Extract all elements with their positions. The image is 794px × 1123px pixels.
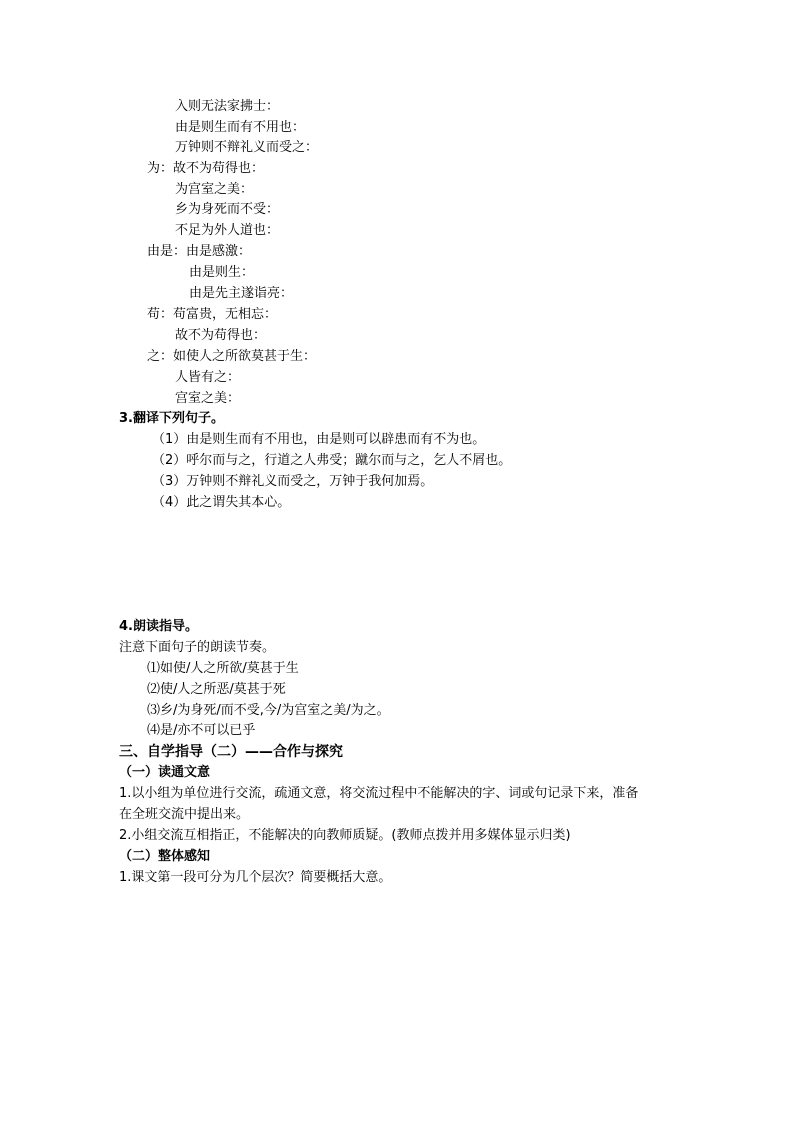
part1-heading: （一）读通文意 — [119, 765, 211, 780]
vocab-er-item-2: 由是则生而有不用也： — [175, 120, 306, 135]
reading-item-3: ⑶乡/为身死/而不受,今/为宫室之美/为之。 — [147, 703, 390, 718]
vocab-youshi-first: 由是感激： — [186, 244, 252, 259]
vocab-youshi-item-2: 由是先主遂诣亮： — [189, 286, 294, 301]
translate-item-2: （2）呼尔而与之，行道之人弗受；蹴尔而与之，乞人不屑也。 — [152, 453, 512, 468]
reading-intro: 注意下面句子的朗读节奏。 — [119, 640, 276, 655]
vocab-wei-entry — [147, 159, 264, 180]
vocab-zhi-entry — [147, 347, 316, 368]
translate-item-4: （4）此之谓失其本心。 — [152, 495, 291, 510]
part1-p1-line2: 在全班交流中提出来。 — [119, 807, 250, 822]
reading-item-4: ⑷是/亦不可以已乎 — [147, 723, 256, 738]
part1-p1-line1: 1.以小组为单位进行交流，疏通文意，将交流过程中不能解决的字、词或句记录下来，准备 — [119, 786, 639, 801]
vocab-zhi-first: 如使人之所欲莫甚于生： — [173, 349, 317, 364]
reading-heading: 4.朗读指导。 — [119, 619, 198, 634]
vocab-wei-item-3: 不足为外人道也： — [175, 223, 280, 238]
vocab-gou-head: 苟： — [147, 307, 174, 322]
vocab-wei-item-1: 为宫室之美： — [175, 182, 254, 197]
vocab-youshi-head: 由是： — [147, 244, 187, 259]
vocab-youshi-item-1: 由是则生： — [189, 265, 255, 280]
translate-item-3: （3）万钟则不辩礼义而受之，万钟于我何加焉。 — [152, 474, 434, 489]
section3-title: 三、自学指导（二）——合作与探究 — [119, 744, 343, 760]
vocab-wei-first: 故不为苟得也： — [173, 161, 265, 176]
reading-item-2: ⑵使/人之所恶/莫甚于死 — [147, 682, 286, 697]
vocab-wei-item-2: 乡为身死而不受： — [175, 202, 280, 217]
vocab-zhi-head: 之： — [147, 349, 174, 364]
vocab-er-item-1: 入则无法家拂士： — [175, 99, 280, 114]
translate-heading: 3.翻译下列句子。 — [119, 411, 224, 426]
vocab-gou-entry — [147, 305, 277, 326]
part1-p2: 2.小组交流互相指正，不能解决的向教师质疑。(教师点拨并用多媒体显示归类) — [119, 828, 571, 843]
vocab-zhi-item-1: 人皆有之： — [175, 370, 241, 385]
vocab-youshi-entry — [147, 242, 251, 263]
reading-item-1: ⑴如使/人之所欲/莫甚于生 — [147, 661, 299, 676]
vocab-wei-head: 为： — [147, 161, 174, 176]
vocab-gou-first: 苟富贵，无相忘： — [173, 307, 278, 322]
part2-heading: （二）整体感知 — [119, 849, 211, 864]
part2-p1: 1.课文第一段可分为几个层次？简要概括大意。 — [119, 870, 392, 885]
vocab-er-item-3: 万钟则不辩礼义而受之： — [175, 140, 319, 155]
vocab-gou-item-1: 故不为苟得也： — [175, 328, 267, 343]
vocab-zhi-item-2: 宫室之美： — [175, 391, 241, 406]
translate-item-1: （1）由是则生而有不用也，由是则可以辟患而有不为也。 — [152, 432, 486, 447]
